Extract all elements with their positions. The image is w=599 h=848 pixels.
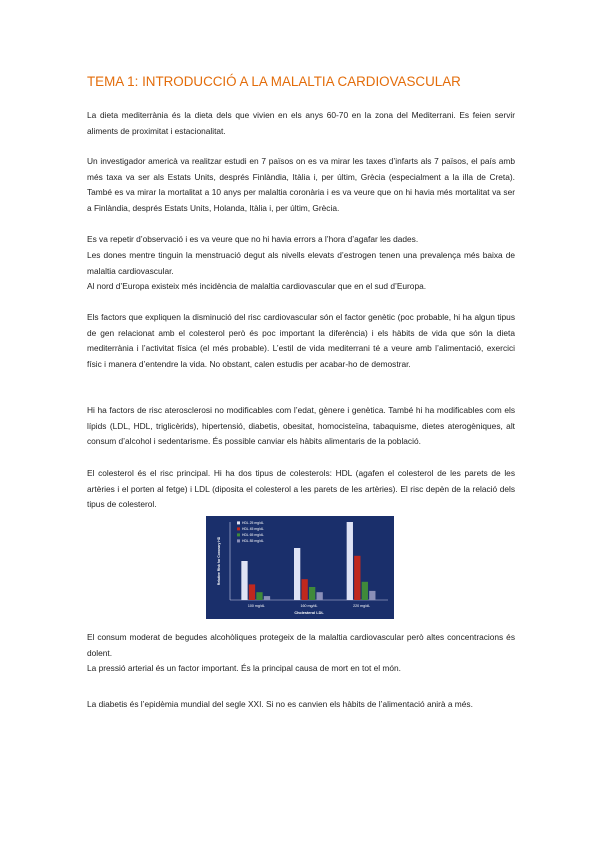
paragraph-7: Hi ha factors de risc aterosclerosi no modificables com l’edat, gènere i genètica. També hi ha modificables com els lípids (LDL, HDL, triglicèrids), hipertensió, diabetis, obesitat, homocisteïna, tabaquisme, dietes aterogèniques, alt consum d’alcohol i sedentarisme. És possible canviar els hàbits alimentaris de la població. [87,405,515,447]
bar-2-0 [347,522,353,600]
bar-0-1 [249,584,255,600]
legend-swatch-3 [237,539,240,542]
x-tick-label: 160 mg/dL [300,604,318,608]
legend-label-3: HDL 85 mg/dL [242,539,264,543]
x-tick-label: 220 mg/dL [353,604,371,608]
bar-2-3 [369,591,375,600]
bar-0-2 [256,592,262,600]
bar-1-3 [317,592,323,600]
bar-2-2 [362,582,368,600]
bar-1-1 [302,579,308,600]
paragraph-1: La dieta mediterrània és la dieta dels que vivien en els anys 60-70 en la zona del Mediterrani. Es feien servir aliments de proximitat i estacionalitat. [87,110,515,136]
paragraph-3: Es va repetir d’observació i es va veure que no hi havia errors a l’hora d’agafar les dades. [87,234,419,244]
paragraph-11: La diabetis és l’epidèmia mundial del segle XXI. Si no es canvien els hàbits de l’alimentació anirà a més. [87,699,473,709]
y-axis-title: Relative Risk for Coronary HD [217,536,221,586]
paragraph-4: Les dones mentre tinguin la menstruació degut als nivells elevats d’estrogen tenen una prevalença més baixa de malaltia cardiovascular. [87,250,515,276]
paragraph-5: Al nord d’Europa existeix més incidència de malaltia cardiovascular que en el sud d’Europa. [87,281,427,291]
legend-label-1: HDL 45 mg/dL [242,527,264,531]
legend-swatch-0 [237,521,240,524]
x-tick-label: 100 mg/dL [247,604,265,608]
legend-swatch-2 [237,533,240,536]
paragraph-8: El colesterol és el risc principal. Hi ha dos tipus de colesterols: HDL (agafen el colesterol de les parets de les artèries i el porten al fetge) i LDL (diposita el colesterol a les parets de les artèries). El risc depèn de la relació dels tipus de colesterol. [87,468,515,510]
bar-0-0 [241,561,247,600]
x-axis-title: Cholesterol LDL [294,611,324,615]
paragraph-6: Els factors que expliquen la disminució del risc cardiovascular són el factor genètic (poc probable, hi ha algun tipus de gen relacionat amb el colesterol però és poc important la diferència) i els hàbits de vida que són la dieta mediterrània i l’activitat física (el més probable). L’estil de vida mediterrani té a veure amb l’alimentació, exercici físic i manera d’entendre la vida. No obstant, calen estudis per acabar-ho de demostrar. [87,312,515,369]
bar-1-2 [309,587,315,600]
paragraph-10: La pressió arterial és un factor important. És la principal causa de mort en tot el món. [87,663,401,673]
bar-1-0 [294,548,300,600]
page-title: TEMA 1: INTRODUCCIÓ A LA MALALTIA CARDIOVASCULAR [87,74,461,89]
legend-label-2: HDL 65 mg/dL [242,533,264,537]
legend-swatch-1 [237,527,240,530]
hdl-ldl-risk-chart [206,516,394,619]
paragraph-9: El consum moderat de begudes alcohòliques protegeix de la malaltia cardiovascular però altes concentracions és dolent. [87,632,515,658]
paragraph-2: Un investigador americà va realitzar estudi en 7 països on es va mirar les taxes d’infarts als 7 països, el país amb més taxa va ser als Estats Units, després Finlàndia, Itàlia i, per últim, Grècia (especialment a la illa de Creta). També es va mirar la mortalitat a 10 anys per malaltia coronària i es va veure que on hi havia més mortalitat va ser a Finlàndia, després Estats Units, Holanda, Itàlia i, per últim, Grècia. [87,156,515,213]
bar-2-1 [354,556,360,600]
legend-label-0: HDL 25 mg/dL [242,521,264,525]
bar-0-3 [264,596,270,600]
chart-svg [206,516,394,619]
